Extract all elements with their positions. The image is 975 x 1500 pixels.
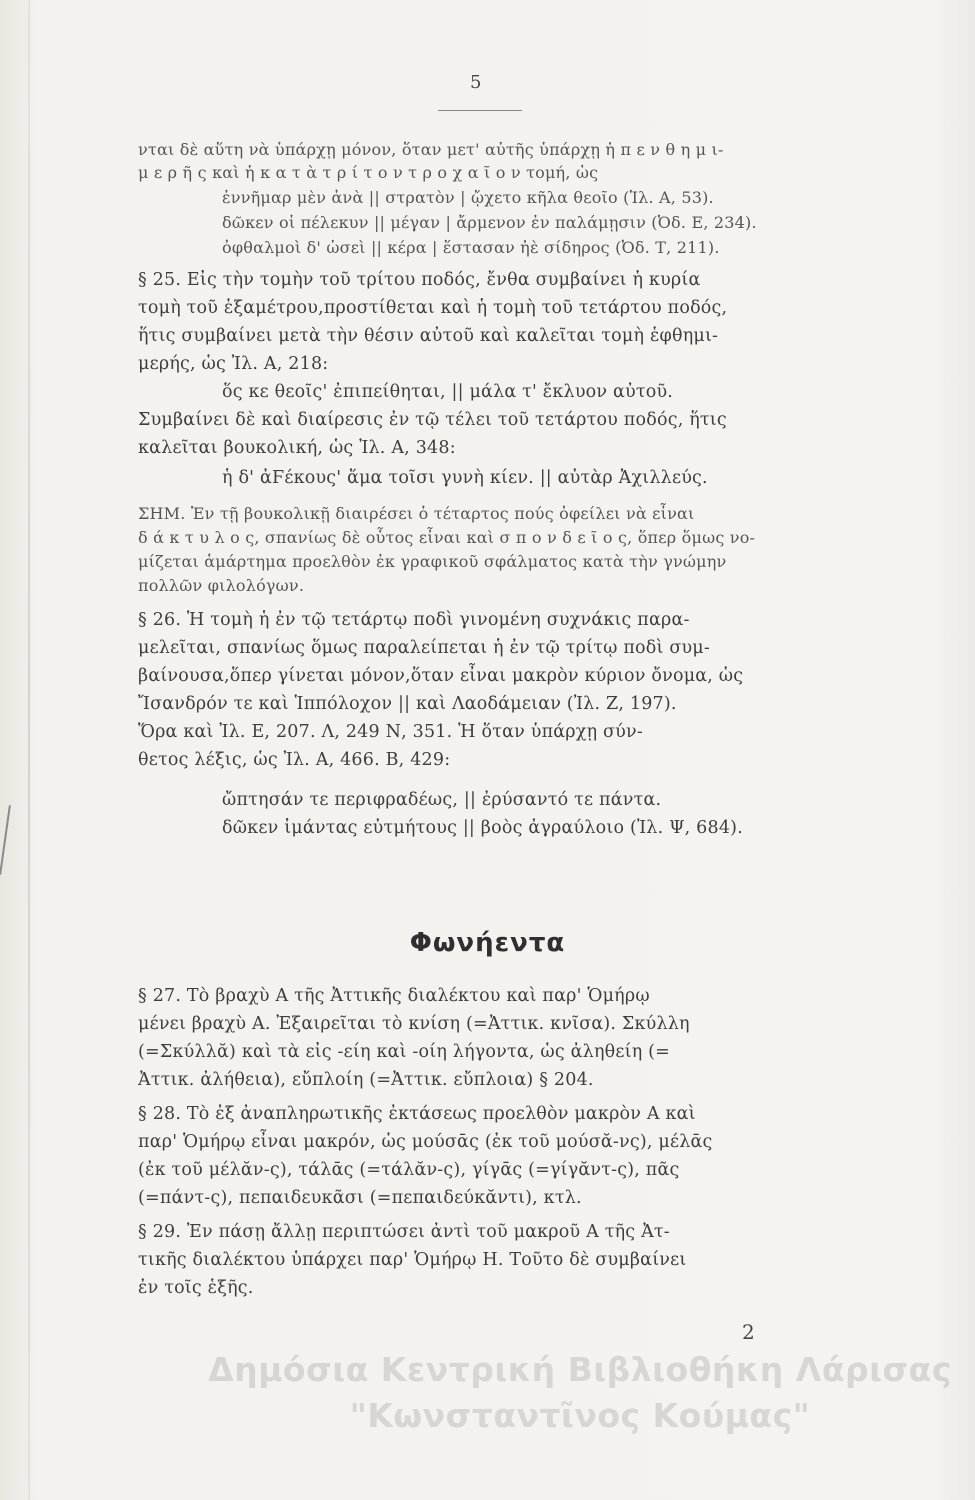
verse-line: ἐννῆμαρ μὲν ἀνὰ || στρατὸν | ᾤχετο κῆλα θεοῖο (Ἰλ. Α, 53). xyxy=(222,188,714,207)
sheet-signature-mark: 2 xyxy=(742,1320,755,1344)
text-line: Ἀττικ. ἀλήθεια), εὔπλοίη (=Ἀττικ. εὔπλοια) § 204. xyxy=(138,1070,594,1090)
text-line: Ὅρα καὶ Ἰλ. Ε, 207. Λ, 249 Ν, 351. Ἡ ὅταν ὑπάρχῃ σύν- xyxy=(138,722,643,742)
note-line: ΣΗΜ. Ἐν τῇ βουκολικῇ διαιρέσει ὁ τέταρτος πούς ὀφείλει νὰ εἶναι xyxy=(138,504,695,523)
section-heading: Φωνήεντα xyxy=(409,928,566,958)
text-line: καλεῖται βουκολική, ὡς Ἰλ. Α, 348: xyxy=(138,438,456,458)
text-line: ἥτις συμβαίνει μετὰ τὴν θέσιν αὐτοῦ καὶ καλεῖται τομὴ ἑφθημι- xyxy=(138,326,719,346)
text-line: Συμβαίνει δὲ καὶ διαίρεσις ἐν τῷ τέλει τοῦ τετάρτου ποδός, ἥτις xyxy=(138,410,727,430)
text-line: τομὴ τοῦ ἑξαμέτρου,προστίθεται καὶ ἡ τομὴ τοῦ τετάρτου ποδός, xyxy=(138,298,728,318)
text-line: (ἐκ τοῦ μέλᾰν-ς), τάλᾱς (=τάλᾰν-ς), γίγᾱς (=γίγᾰντ-ς), πᾶς xyxy=(138,1160,680,1180)
text-line: μ ε ρ ῆ ς καὶ ἡ κ α τ ὰ τ ρ ί τ ο ν τ ρ ο χ α ῖ ο ν τομή, ὡς xyxy=(138,163,599,182)
text-line: μελεῖται, σπανίως ὅμως παραλείπεται ἡ ἐν τῷ τρίτῳ ποδὶ συμ- xyxy=(138,638,710,658)
text-line: παρ' Ὁμήρῳ εἶναι μακρόν, ὡς μούσᾱς (ἐκ τοῦ μούσᾰ-νς), μέλᾱς xyxy=(138,1132,713,1152)
note-line: μίζεται ἁμάρτημα προελθὸν ἐκ γραφικοῦ σφάλματος κατὰ τὴν γνώμην xyxy=(138,552,727,571)
text-line: θετος λέξις, ὡς Ἰλ. Α, 466. Β, 429: xyxy=(138,750,451,770)
verse-line: δῶκεν ἱμάντας εὐτμήτους || βοὸς ἀγραύλοιο (Ἰλ. Ψ, 684). xyxy=(222,818,743,838)
note-line: πολλῶν φιλολόγων. xyxy=(138,576,305,595)
text-line: βαίνουσα,ὅπερ γίνεται μόνον,ὅταν εἶναι μακρὸν κύριον ὄνομα, ὡς xyxy=(138,666,744,686)
text-line: § 28. Τὸ ἐξ ἀναπληρωτικῆς ἐκτάσεως προελθὸν μακρὸν Α καὶ xyxy=(138,1104,696,1124)
text-line: § 29. Ἐν πάσῃ ἄλλῃ περιπτώσει ἀντὶ τοῦ μακροῦ Α τῆς Ἀτ- xyxy=(138,1222,670,1242)
text-line: μένει βραχὺ Α. Ἐξαιρεῖται τὸ κνίση (=Ἀττικ. κνῖσα). Σκύλλη xyxy=(138,1014,690,1034)
text-line: § 26. Ἡ τομὴ ἡ ἐν τῷ τετάρτῳ ποδὶ γινομένη συχνάκις παρα- xyxy=(138,610,690,630)
note-line: δ ά κ τ υ λ ο ς, σπανίως δὲ οὗτος εἶναι καὶ σ π ο ν δ ε ῖ ο ς, ὅπερ ὅμως νο- xyxy=(138,528,756,547)
page-number: 5 xyxy=(470,72,482,93)
verse-line: ὅς κε θεοῖς' ἐπιπείθηται, || μάλα τ' ἔκλυον αὐτοῦ. xyxy=(222,382,674,402)
verse-line: ὤπτησάν τε περιφραδέως, || ἐρύσαντό τε πάντα. xyxy=(222,790,662,810)
text-line: § 25. Εἰς τὴν τομὴν τοῦ τρίτου ποδός, ἔνθα συμβαίνει ἡ κυρία xyxy=(138,270,701,290)
page-number-rule xyxy=(438,110,522,111)
verse-line: δῶκεν οἱ πέλεκυν || μέγαν | ἄρμενον ἐν παλάμῃσιν (Ὀδ. Ε, 234). xyxy=(222,213,757,232)
verse-line: ἡ δ' ἀϜέκους' ἅμα τοῖσι γυνὴ κίεν. || αὐτὰρ Ἀχιλλεύς. xyxy=(222,468,708,488)
text-line: § 27. Τὸ βραχὺ Α τῆς Ἀττικῆς διαλέκτου καὶ παρ' Ὁμήρῳ xyxy=(138,986,650,1006)
text-line: Ἴσανδρόν τε καὶ Ἱππόλοχον || καὶ Λαοδάμειαν (Ἰλ. Ζ, 197). xyxy=(138,694,677,714)
margin-pencil-mark xyxy=(0,805,11,875)
verse-line: ὀφθαλμοὶ δ' ὡσεὶ || κέρα | ἕστασαν ἠὲ σίδηρος (Ὀδ. Τ, 211). xyxy=(222,238,720,257)
text-line: (=Σκύλλᾰ) καὶ τὰ εἰς -είη καὶ -οίη λήγοντα, ὡς ἀληθείη (= xyxy=(138,1042,671,1062)
text-line: μερής, ὡς Ἰλ. Α, 218: xyxy=(138,354,329,374)
text-line: ἐν τοῖς ἑξῆς. xyxy=(138,1278,254,1298)
text-line: (=πάντ-ς), πεπαιδευκᾶσι (=πεπαιδεύκᾰντι), κτλ. xyxy=(138,1188,582,1208)
text-line: τικῆς διαλέκτου ὑπάρχει παρ' Ὁμήρῳ Η. Τοῦτο δὲ συμβαίνει xyxy=(138,1250,687,1270)
library-watermark-line2: "Κωνσταντῖνος Κούμας" xyxy=(349,1396,811,1435)
library-watermark-line1: Δημόσια Κεντρική Βιβλιοθήκη Λάρισας xyxy=(208,1350,952,1389)
page-binding-shadow xyxy=(28,0,30,1500)
text-line: νται δὲ αὕτη νὰ ὑπάρχῃ μόνον, ὅταν μετ' αὐτῆς ὑπάρχῃ ἡ π ε ν θ η μ ι- xyxy=(138,140,724,159)
